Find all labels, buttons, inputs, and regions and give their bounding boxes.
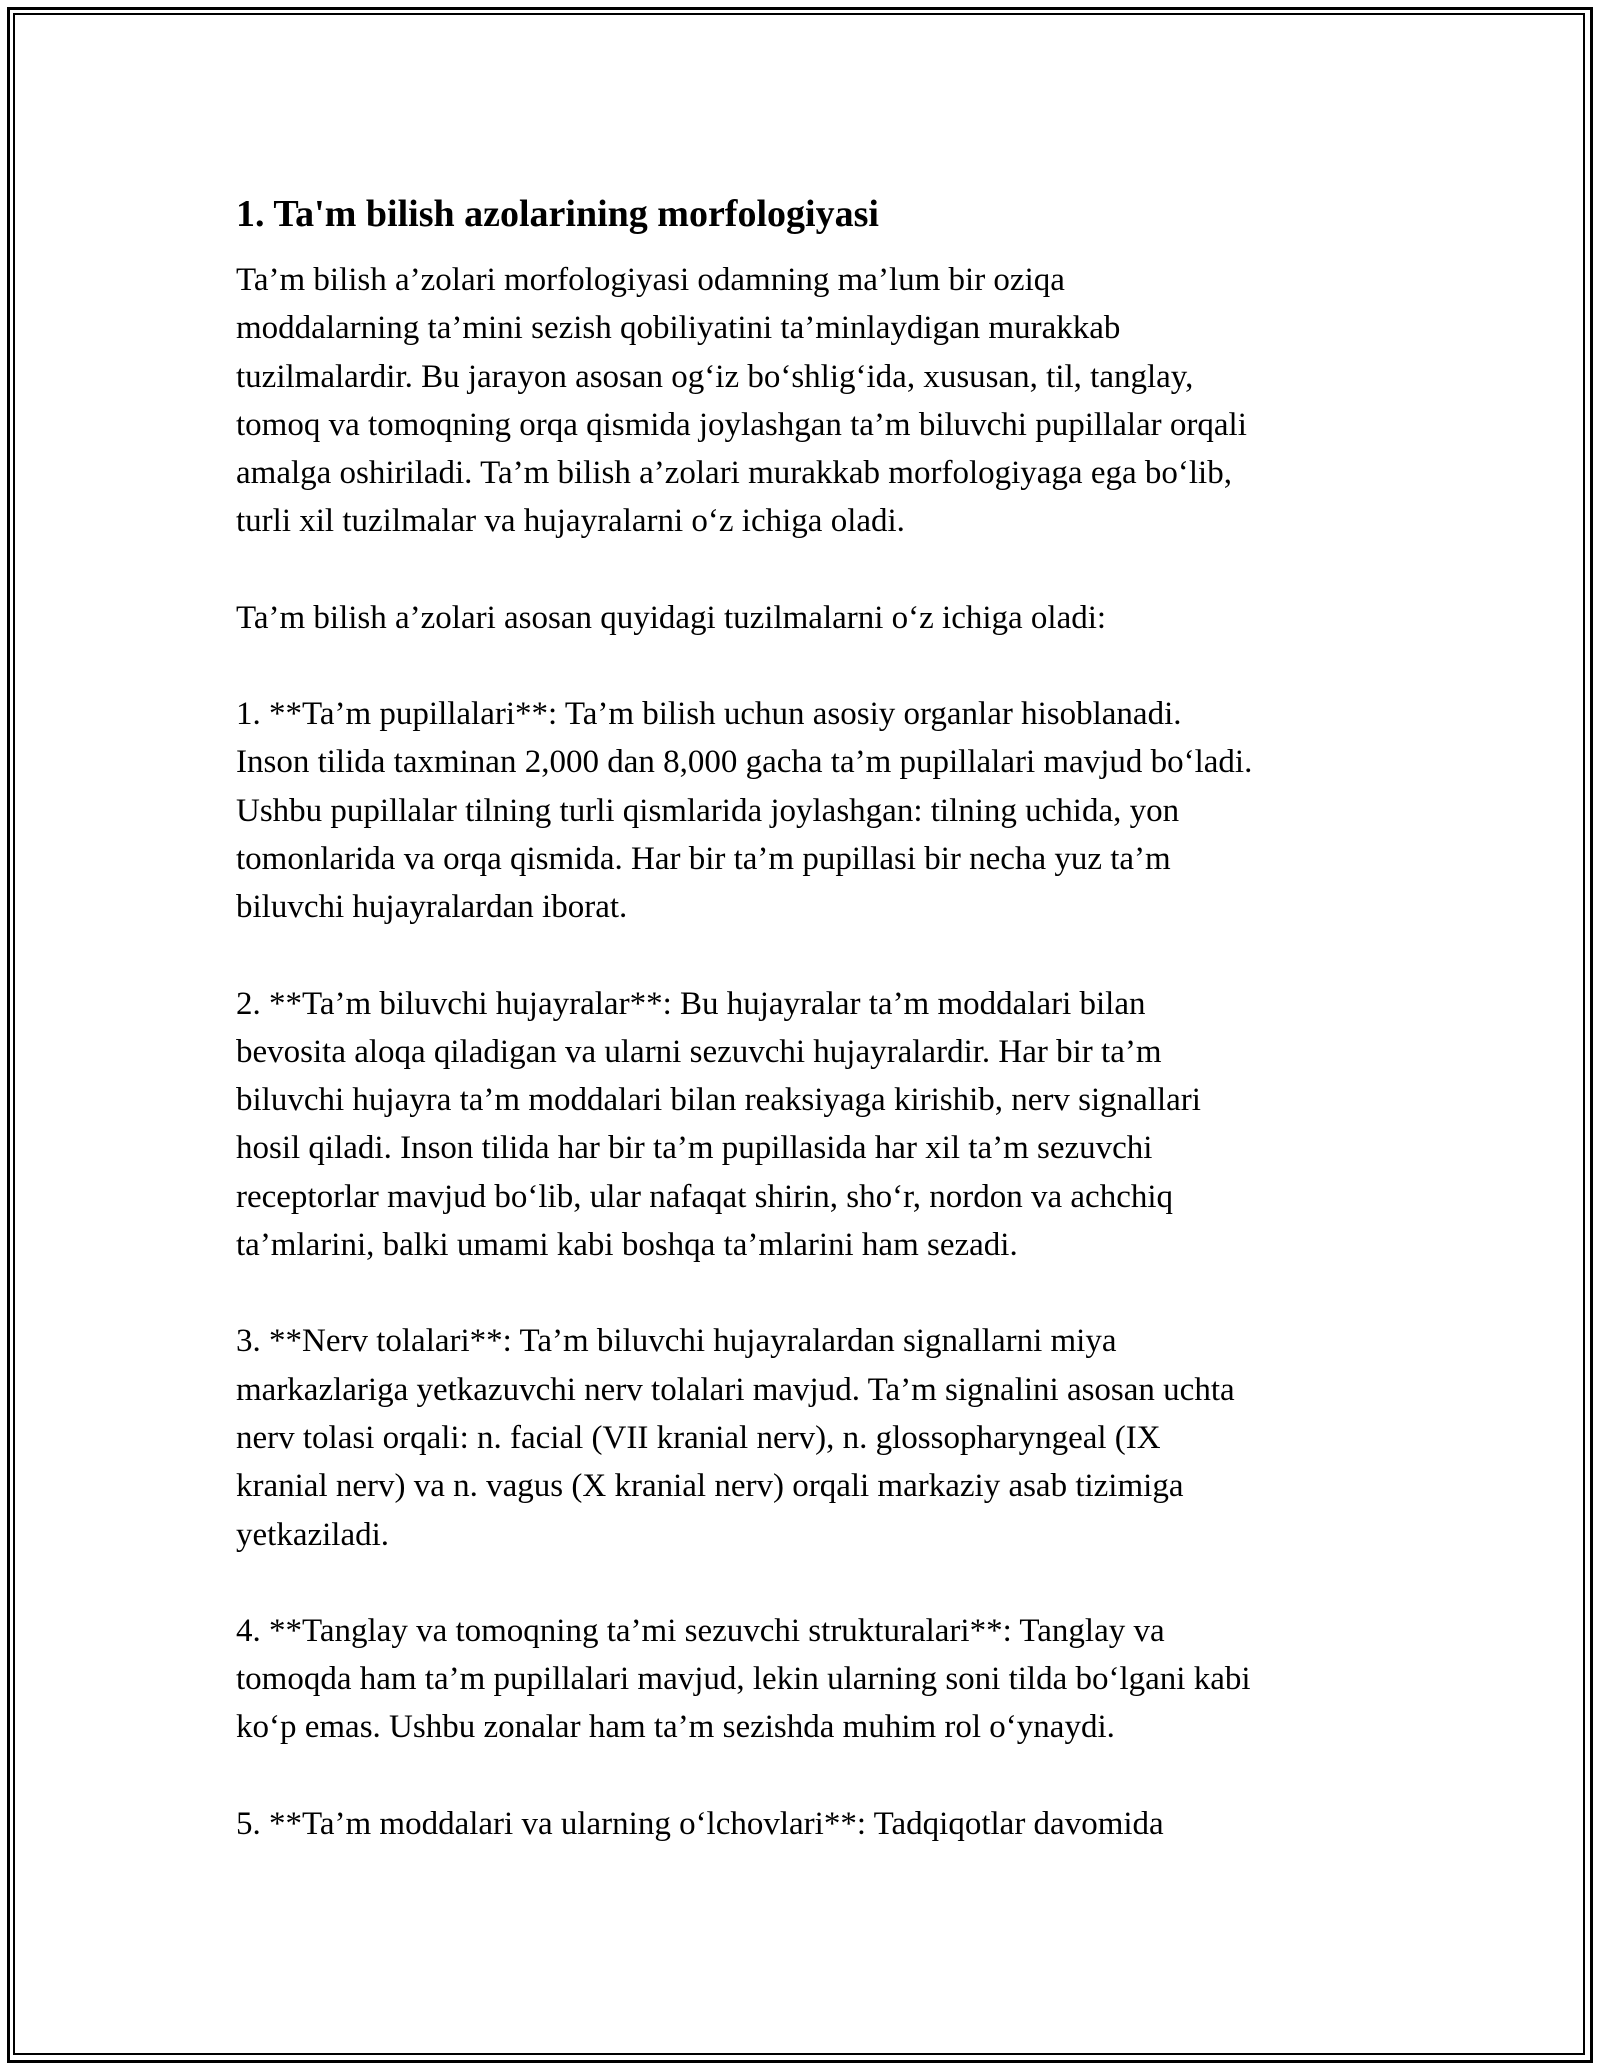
intro-paragraph: Ta’m bilish a’zolari morfologiyasi odamning ma’lum bir oziqa moddalarning ta’mini sezish qobiliyatini ta’minlaydigan murakkab tuzilmalardir. Bu jarayon asosan og‘iz bo‘shlig‘ida, xususan, til, tanglay, tomoq va tomoqning orqa qismida joylashgan ta’m biluvchi pupillalar orqali amalga oshiriladi. Ta’m bilish a’zolari murakkab morfologiyaga ega bo‘lib, turli xil tuzilmalar va hujayralarni o‘z ichiga oladi. [236, 262, 1247, 540]
document-body [236, 186, 1386, 1896]
list-item-palate-throat-structures: 4. **Tanglay va tomoqning ta’mi sezuvchi strukturalari**: Tanglay va tomoqda ham ta’m pupillalari mavjud, lekin ularning soni tilda bo‘lgani kabi ko‘p emas. Ushbu zonalar ham ta’m sezishda muhim rol o‘ynaydi. [236, 1612, 1251, 1746]
list-item-taste-substances: 5. **Ta’m moddalari va ularning o‘lchovlari**: Tadqiqotlar davomida [236, 1805, 1164, 1842]
structures-intro-paragraph: Ta’m bilish a’zolari asosan quyidagi tuzilmalarni o‘z ichiga oladi: [236, 599, 1107, 636]
list-item-nerve-fibers: 3. **Nerv tolalari**: Ta’m biluvchi hujayralardan signallarni miya markazlariga yetkazuvchi nerv tolalari mavjud. Ta’m signalini asosan uchta nerv tolasi orqali: n. facial (VII kranial nerv), n. glossopharyngeal (IX kranial nerv) va n. vagus (X kranial nerv) orqali markaziy asab tizimiga yetkaziladi. [236, 1323, 1235, 1553]
list-item-taste-papillae: 1. **Ta’m pupillalari**: Ta’m bilish uchun asosiy organlar hisoblanadi. Inson tilida taxminan 2,000 dan 8,000 gacha ta’m pupillalari mavjud bo‘ladi. Ushbu pupillalar tilning turli qismlarida joylashgan: tilning uchida, yon tomonlarida va orqa qismida. Har bir ta’m pupillasi bir necha yuz ta’m biluvchi hujayralardan iborat. [236, 696, 1253, 926]
list-item-taste-cells: 2. **Ta’m biluvchi hujayralar**: Bu hujayralar ta’m moddalari bilan bevosita aloqa qiladigan va ularni sezuvchi hujayralardir. Har bir ta’m biluvchi hujayra ta’m moddalari bilan reaksiyaga kirishib, nerv signallari hosil qiladi. Inson tilida har bir ta’m pupillasida har xil ta’m sezuvchi receptorlar mavjud bo‘lib, ular nafaqat shirin, sho‘r, nordon va achchiq ta’mlarini, balki umami kabi boshqa ta’mlarini ham sezadi. [236, 985, 1201, 1264]
section-title: 1. Ta'm bilish azolarining morfologiyasi [236, 193, 879, 235]
